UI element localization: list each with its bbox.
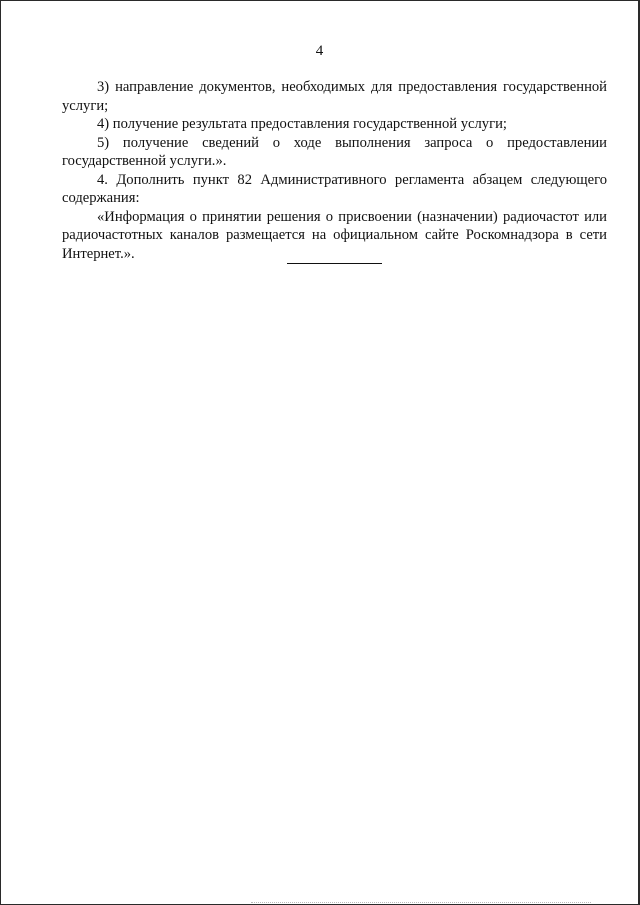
scan-edge-line <box>251 902 591 903</box>
end-separator-line <box>287 263 382 264</box>
list-item-4: 4) получение результата предоставления государственной услуги; <box>97 116 507 132</box>
list-item-5: 5) получение сведений о ходе выполнения запроса о предоставлении государственной услуги.». <box>62 134 607 169</box>
quoted-paragraph: «Информация о принятии решения о присвоении (назначении) радиочастот или радиочастотных каналов размещается на официальном сайте Роскомнадзора в сети Интернет.». <box>62 208 607 262</box>
page-number: 4 <box>315 43 324 59</box>
document-body <box>62 78 607 263</box>
amendment-item-4: 4. Дополнить пункт 82 Административного регламента абзацем следующего содержания: <box>62 171 607 206</box>
list-item-3: 3) направление документов, необходимых для предоставления государственной услуги; <box>62 79 607 114</box>
